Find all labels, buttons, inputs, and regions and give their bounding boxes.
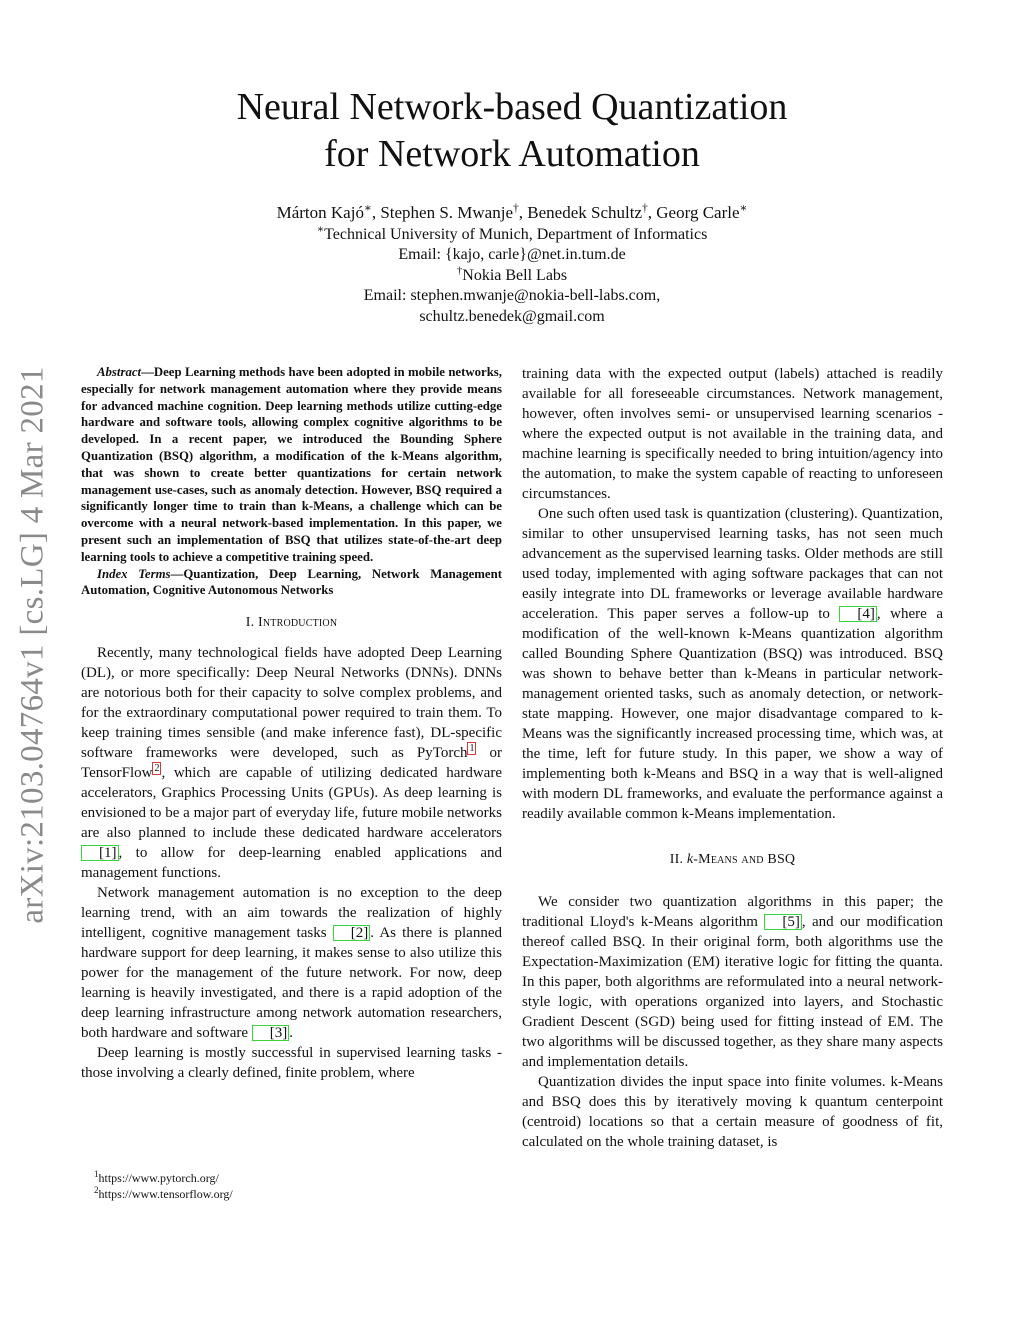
intro-paragraph-1 xyxy=(81,643,502,883)
kmeans-paragraph-2: Quantization divides the input space into finite volumes. k-Means and BSQ does this by iteratively moving k quantum centerpoint (centroid) locations so that a certain measure of goodness of fit, calculated on the whole training dataset, is xyxy=(522,1074,943,1150)
footnote-2 xyxy=(94,1186,233,1202)
affiliation-1 xyxy=(150,225,874,246)
abstract xyxy=(81,364,502,599)
affiliation-1-text: Technical University of Munich, Department of Informatics xyxy=(324,225,708,243)
intro-paragraph-2 xyxy=(81,883,502,1043)
kmeans-paragraph-1 xyxy=(522,892,943,1072)
section-title-k: k xyxy=(686,852,694,867)
section-number: II. xyxy=(669,852,684,867)
section-1-heading xyxy=(81,613,502,633)
author-block xyxy=(150,203,874,328)
section-title-rest: ntroduction xyxy=(262,615,338,631)
footnote-1 xyxy=(94,1170,233,1186)
email-1: Email: {kajo, carle}@net.in.tum.de xyxy=(398,246,626,264)
email-2: Email: stephen.mwanje@nokia-bell-labs.com, xyxy=(363,287,661,305)
affil-mark: ∗ xyxy=(739,201,748,215)
author-1: Márton Kajó xyxy=(276,203,364,222)
citation-1[interactable]: [1] xyxy=(81,845,119,861)
section-title-initial: -M xyxy=(693,852,711,867)
abstract-text: —Deep Learning methods have been adopted in mobile networks, especially for network management automation where they provide means for advanced machine cognition. Deep learning methods utilize cutting-edge hardware and software tools, allowing complex cognitive algorithms to be developed. In a recent paper, we introduced the Bounding Sphere Quantization (BSQ) algorithm, a modification of the k-Means algorithm, that was shown to create better quantizations for certain network management use-cases, such as anomaly detection. However, BSQ required a significantly longer time to train than k-Means, a challenge which can be overcome with a neural network-based implementation. In this paper, we present such an implementation of BSQ that utilizes state-of-the-art deep learning tools to achieve a competitive training speed. xyxy=(81,365,502,564)
author-names: Márton Kajó∗, Stephen S. Mwanje†, Benedek Schultz†, Georg Carle∗ xyxy=(276,201,748,222)
citation-3[interactable]: [3] xyxy=(252,1025,290,1041)
footnote-ref-2[interactable]: 2 xyxy=(154,763,160,775)
section-number: I. xyxy=(245,615,255,631)
abstract-paragraph xyxy=(81,364,502,566)
section-title-bsq: BSQ xyxy=(767,852,796,867)
section-title-rest: eans and xyxy=(710,852,768,867)
affiliation-2-text: Nokia Bell Labs xyxy=(462,266,568,284)
footnotes xyxy=(94,1170,233,1202)
citation-4[interactable]: [4] xyxy=(839,606,877,622)
author-3: Benedek Schultz xyxy=(527,203,642,222)
affiliation-2 xyxy=(150,266,874,287)
text-run: or TensorFlow xyxy=(81,745,502,782)
email-3: schultz.benedek@gmail.com xyxy=(419,307,605,325)
index-terms-label: Index Terms xyxy=(97,566,171,581)
text-run: , which are capable of utilizing dedicated hardware accelerators, Graphics Processing Units (GPUs). As deep learning is envisioned to be a major part of everyday life, future mobile networks are also planned to include these dedicated hardware accelerators xyxy=(81,765,502,842)
footnote-link[interactable]: https://www.tensorflow.org/ xyxy=(98,1187,233,1201)
right-column xyxy=(522,364,943,1152)
section-2-heading xyxy=(522,850,943,870)
arxiv-sidebar xyxy=(13,362,53,928)
author-2: Stephen S. Mwanje xyxy=(380,203,513,222)
title-line-1: Neural Network-based Quantization xyxy=(236,86,788,128)
text-run: , to allow for deep-learning enabled applications and management functions. xyxy=(81,845,502,882)
footnote-ref-1[interactable]: 1 xyxy=(469,743,475,755)
paper-title xyxy=(100,84,924,178)
footnote-link[interactable]: https://www.pytorch.org/ xyxy=(98,1171,219,1185)
citation-5[interactable]: [5] xyxy=(764,914,802,930)
affil-mark: † xyxy=(642,201,648,215)
affil-mark: ∗ xyxy=(316,223,325,236)
affil-mark: ∗ xyxy=(363,201,372,215)
affil-mark: † xyxy=(456,264,463,277)
text-run: We consider two quantization algorithms in this paper; the traditional Lloyd's k-Means algorithm xyxy=(522,894,943,930)
text-run: , where a modification of the well-known k-Means quantization algorithm called Bounding Sphere Quantization (BSQ) was introduced. BSQ was shown to behave better than k-Means in particular network-management oriented tasks, such as anomaly detection, or network-state mapping. However, one major disadvantage compared to k-Means was the significantly increased processing time, which was, at the time, left for future study. In this paper, we show a way of implementing both k-Means and BSQ in a way that is well-aligned with modern DL frameworks, and evaluate the performance against a readily available common k-Means implementation. xyxy=(522,606,943,822)
footnote-number: 1 xyxy=(94,1169,99,1179)
section-title-initial: I xyxy=(257,615,263,631)
text-run: One such often used task is quantization (clustering). Quantization, similar to other unsupervised learning tasks, has not seen much advancement as the supervised learning tasks. Older methods are still used today, implemented with aging software packages that can not easily integrate into DL frameworks or leverage available hardware acceleration. This paper serves a follow-up to xyxy=(522,506,943,622)
intro-paragraph-4: training data with the expected output (labels) attached is readily available for all foreseeable circumstances. Network management, however, often involves semi- or unsupervised learning scenarios - where the expected output is not available in the training data, and machine learning is specifically needed to bring intuition/agency into the automation, to make the system capable of reacting to unforeseen circumstances. xyxy=(522,366,943,502)
text-run: , and our modification thereof called BSQ. In their original form, both algorithms use the Expectation-Maximization (EM) iterative logic for fitting the quanta. In this paper, both algorithms are reformulated into a neural network-style logic, with operations organized into layers, and Stochastic Gradient Descent (SGD) being used for fitting instead of EM. The two algorithms will be discussed together, as they share many aspects and implementation details. xyxy=(522,914,943,1070)
text-run: . As there is planned hardware support for deep learning, it makes sense to also utilize this power for the management of the future network. For now, deep learning is heavily investigated, and there is a rapid adoption of the deep learning infrastructure among network automation researchers, both hardware and software xyxy=(81,925,502,1042)
citation-2[interactable]: [2] xyxy=(333,925,371,941)
index-terms-text: —Quantization, Deep Learning, Network Management Automation, Cognitive Autonomous Networks xyxy=(81,566,502,598)
text-run: Network management automation is no exception to the deep learning trend, with an aim towards the realization of highly intelligent, cognitive management tasks xyxy=(81,885,502,942)
affil-mark: † xyxy=(513,201,519,215)
intro-paragraph-5 xyxy=(522,504,943,824)
index-terms xyxy=(81,566,502,600)
footnote-number: 2 xyxy=(94,1185,99,1195)
author-4: Georg Carle xyxy=(656,203,740,222)
abstract-label: Abstract xyxy=(97,365,142,379)
left-column xyxy=(81,364,502,1083)
title-line-2: for Network Automation xyxy=(324,133,700,175)
arxiv-identifier: arXiv:2103.04764v1 [cs.LG] 4 Mar 2021 xyxy=(14,366,51,924)
text-run: . xyxy=(289,1025,294,1042)
text-run: Recently, many technological fields have adopted Deep Learning (DL), or more specifically: Deep Neural Networks (DNNs). DNNs are notorious both for their capacity to solve complex problems, and for the extraordinary computational power required to train them. To keep training times sensible (and make inference fast), DL-specific software frameworks were developed, such as PyTorch xyxy=(81,645,502,762)
intro-paragraph-3: Deep learning is mostly successful in supervised learning tasks - those involving a clearly defined, finite problem, where xyxy=(81,1045,502,1082)
